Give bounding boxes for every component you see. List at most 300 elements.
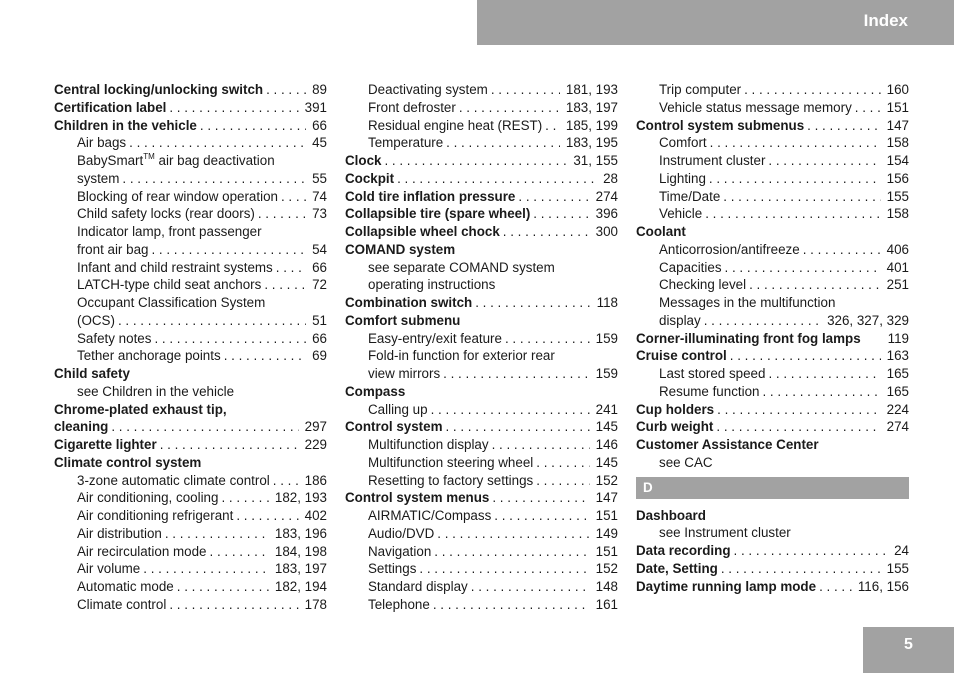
leader-dots (151, 330, 306, 348)
page-reference: 274 (886, 419, 909, 435)
index-entry (54, 507, 327, 525)
index-entry (54, 241, 327, 259)
index-entry (54, 276, 327, 294)
index-entry (636, 81, 909, 99)
index-entry (54, 99, 327, 117)
index-term: Calling up (368, 401, 428, 417)
header-bar (477, 0, 954, 45)
index-column-2 (345, 81, 618, 614)
index-entry (345, 134, 618, 152)
index-entry (54, 525, 327, 543)
page-reference: 224 (886, 401, 909, 417)
leader-dots (816, 578, 852, 596)
leader-dots (119, 170, 306, 188)
page-reference: 300 (595, 224, 618, 239)
index-term: Vehicle (659, 206, 703, 222)
page-reference: 183, 195 (565, 135, 618, 151)
leader-dots (489, 489, 589, 507)
leader-dots (261, 276, 306, 294)
trademark-superscript: TM (143, 152, 155, 161)
index-entry (345, 81, 618, 99)
index-term: cleaning (54, 419, 109, 435)
leader-dots (720, 188, 880, 206)
page-reference: 161 (595, 596, 618, 612)
page-reference: 274 (595, 188, 618, 204)
index-term: Resume function (659, 383, 760, 399)
index-entry (54, 170, 327, 188)
page-reference: 159 (595, 330, 618, 346)
index-entry (636, 507, 909, 525)
leader-dots (440, 365, 589, 383)
leader-dots (468, 578, 590, 596)
index-entry (54, 454, 327, 472)
index-entry (54, 259, 327, 277)
leader-dots (157, 436, 299, 454)
page-reference: 183, 197 (274, 561, 327, 577)
page-number-box (863, 627, 954, 673)
page-reference: 158 (886, 206, 909, 222)
index-term: Last stored speed (659, 366, 766, 381)
index-entry (636, 365, 909, 383)
index-entry (636, 205, 909, 223)
index-term: Cockpit (345, 170, 395, 186)
index-term: Telephone (368, 596, 430, 612)
index-term: Front defroster (368, 99, 456, 115)
index-term: Vehicle status message memory (659, 99, 852, 115)
index-term: front air bag (77, 241, 149, 257)
index-term: see Children in the vehicle (77, 383, 235, 399)
index-term: (OCS) (77, 312, 115, 328)
index-entry (345, 259, 618, 277)
index-term: view mirrors (368, 366, 441, 381)
index-term: Residual engine heat (REST) (368, 117, 543, 133)
leader-dots (488, 81, 560, 99)
page-reference: 66 (312, 330, 327, 346)
leader-dots (148, 241, 306, 259)
leader-dots (140, 560, 269, 578)
index-entry (345, 596, 618, 614)
index-entry (54, 205, 327, 223)
leader-dots (491, 507, 589, 525)
index-entry (54, 330, 327, 348)
index-term: Customer Assistance Center (636, 437, 819, 452)
page-reference: 149 (595, 525, 618, 541)
leader-dots (434, 525, 589, 543)
leader-dots (718, 560, 881, 578)
page-reference: 160 (886, 82, 909, 97)
leader-dots (731, 542, 889, 560)
index-entry (54, 578, 327, 596)
index-entry (636, 276, 909, 294)
index-term: Control system (345, 419, 443, 435)
index-term: Air conditioning, cooling (77, 490, 219, 506)
page-reference: 145 (595, 454, 618, 470)
leader-dots (707, 134, 881, 152)
index-entry (636, 347, 909, 365)
leader-dots (278, 188, 306, 206)
leader-dots (431, 543, 589, 561)
page-reference: 297 (304, 419, 327, 435)
index-term: Cup holders (636, 401, 715, 417)
leader-dots (270, 472, 299, 490)
index-term: Tether anchorage points (77, 348, 221, 364)
page-reference: 184, 198 (274, 543, 327, 559)
page-reference: 182, 193 (274, 490, 327, 506)
index-entry (54, 472, 327, 490)
page-reference: 66 (312, 117, 327, 133)
index-term-text: BabySmart (77, 153, 144, 168)
page-reference: 155 (886, 188, 909, 204)
leader-dots (765, 365, 880, 383)
leader-dots (852, 99, 881, 117)
index-entry (54, 188, 327, 206)
page-reference: 151 (595, 508, 618, 523)
index-entry (636, 152, 909, 170)
leader-dots (714, 401, 881, 419)
page-reference: 406 (886, 241, 909, 257)
page-reference: 118 (596, 295, 618, 310)
index-entry (636, 524, 909, 542)
page-reference: 185, 199 (565, 117, 618, 133)
index-term: Audio/DVD (368, 525, 435, 541)
page-reference: 54 (312, 241, 327, 257)
index-entry (345, 525, 618, 543)
leader-dots (273, 259, 306, 277)
index-entry (345, 454, 618, 472)
leader-dots (218, 489, 268, 507)
leader-dots (108, 418, 298, 436)
leader-dots (126, 134, 306, 152)
leader-dots (443, 134, 560, 152)
index-entry (345, 543, 618, 561)
index-entry (54, 418, 327, 436)
index-entry (636, 401, 909, 419)
page-reference: 181, 193 (565, 82, 618, 97)
index-entry (636, 223, 909, 241)
index-term: Data recording (636, 543, 731, 558)
index-entry (54, 223, 327, 241)
section-d-entries (636, 507, 909, 596)
page-reference: 45 (312, 135, 327, 151)
section-d-header: D (636, 477, 909, 499)
page-reference: 163 (886, 348, 909, 364)
index-entry (345, 205, 618, 223)
leader-dots (416, 560, 589, 578)
page-reference: 55 (312, 170, 327, 186)
index-term: Time/Date (659, 188, 721, 204)
index-term: Capacities (659, 259, 722, 275)
page-reference: 24 (894, 543, 909, 558)
page-reference: 182, 194 (274, 579, 327, 594)
page-reference: 229 (304, 437, 327, 452)
page-reference: 156 (886, 170, 909, 186)
index-entry (345, 117, 618, 135)
leader-dots (800, 241, 881, 259)
index-entry (636, 134, 909, 152)
page-reference: 151 (595, 543, 618, 559)
leader-dots (530, 205, 589, 223)
index-entry (54, 383, 327, 401)
index-entry (345, 489, 618, 507)
page-reference: 89 (312, 82, 327, 97)
leader-dots (765, 152, 880, 170)
index-entry (54, 312, 327, 330)
index-entry (54, 436, 327, 454)
index-term: Climate control system (54, 454, 202, 470)
index-term: Cold tire inflation pressure (345, 188, 516, 204)
index-entry (345, 170, 618, 188)
leader-dots (162, 525, 269, 543)
page-reference: 69 (312, 348, 327, 364)
index-term (77, 152, 275, 170)
index-term: Fold-in function for exterior rear (368, 348, 555, 364)
index-entry (54, 134, 327, 152)
page-reference: 147 (886, 117, 909, 133)
leader-dots (500, 223, 590, 241)
index-entry (636, 418, 909, 436)
leader-dots (713, 418, 880, 436)
index-entry (345, 312, 618, 330)
index-entry (636, 241, 909, 259)
page-reference: 152 (595, 472, 618, 488)
index-term: see separate COMAND system (368, 259, 555, 275)
index-entry (636, 542, 909, 560)
leader-dots (542, 117, 560, 135)
page-reference: 119 (887, 330, 909, 346)
index-entry (54, 365, 327, 383)
index-entry (54, 489, 327, 507)
page-reference: 396 (595, 206, 618, 222)
index-entry (54, 81, 327, 99)
leader-dots (515, 188, 589, 206)
index-term-suffix: air bag deactivation (154, 153, 275, 168)
index-entry (345, 418, 618, 436)
leader-dots (489, 436, 590, 454)
index-entry (345, 223, 618, 241)
index-entry (54, 401, 327, 419)
index-term: see CAC (659, 454, 713, 470)
leader-dots (804, 117, 880, 135)
index-entry (636, 259, 909, 277)
index-term: Daytime running lamp mode (636, 578, 817, 594)
page-reference: 158 (886, 135, 909, 151)
page-reference: 178 (304, 596, 327, 612)
leader-dots (255, 205, 306, 223)
index-entry (636, 383, 909, 401)
page-reference: 73 (312, 206, 327, 222)
leader-dots (701, 312, 821, 330)
index-entry (345, 472, 618, 490)
index-entry (54, 294, 327, 312)
index-term: Air recirculation mode (77, 543, 207, 559)
index-entry (345, 436, 618, 454)
index-term: Comfort submenu (345, 312, 461, 328)
page-reference: 66 (312, 259, 327, 275)
index-term: Children in the vehicle (54, 117, 197, 133)
page-reference: 148 (595, 579, 618, 594)
leader-dots (502, 330, 590, 348)
page-reference: 72 (312, 277, 327, 293)
index-term: Compass (345, 383, 406, 399)
index-term: Air volume (77, 561, 141, 577)
leader-dots (702, 205, 880, 223)
index-entry (636, 578, 909, 596)
index-entry (345, 401, 618, 419)
index-entry (636, 188, 909, 206)
index-term: Settings (368, 561, 417, 577)
leader-dots (115, 312, 306, 330)
leader-dots (759, 383, 880, 401)
index-entry (345, 330, 618, 348)
index-term: Curb weight (636, 419, 714, 435)
index-term: Trip computer (659, 82, 742, 97)
index-term: Lighting (659, 170, 706, 186)
index-term: Central locking/unlocking switch (54, 82, 264, 97)
page-reference: 151 (886, 99, 909, 115)
index-term: Certification label (54, 99, 167, 115)
page-reference: 155 (886, 560, 909, 576)
index-term: Infant and child restraint systems (77, 259, 273, 275)
leader-dots (722, 259, 881, 277)
index-term: Air bags (77, 135, 127, 151)
index-term: Automatic mode (77, 579, 174, 594)
index-entry (54, 152, 327, 170)
index-entry (345, 365, 618, 383)
leader-dots (727, 347, 881, 365)
page-reference: 74 (312, 188, 327, 204)
index-term: Air conditioning refrigerant (77, 508, 234, 523)
page-reference: 145 (595, 419, 618, 435)
leader-dots (263, 81, 306, 99)
index-term: Comfort (659, 135, 707, 151)
index-term: Clock (345, 153, 382, 168)
index-term: display (659, 312, 701, 328)
index-term: Collapsible wheel chock (345, 224, 500, 239)
index-entry (345, 383, 618, 401)
index-term: Standard display (368, 579, 468, 594)
leader-dots (166, 99, 298, 117)
page-reference: 147 (595, 490, 618, 506)
page-reference: 165 (886, 383, 909, 399)
index-term: Cigarette lighter (54, 437, 157, 452)
page-reference: 165 (886, 366, 909, 381)
page-reference: 391 (304, 99, 327, 115)
leader-dots (174, 578, 269, 596)
index-entry (636, 117, 909, 135)
leader-dots (207, 543, 269, 561)
index-entry (54, 543, 327, 561)
leader-dots (166, 596, 298, 614)
index-entry (636, 454, 909, 472)
leader-dots (472, 294, 590, 312)
index-term: Child safety locks (rear doors) (77, 206, 255, 222)
index-entry (345, 188, 618, 206)
leader-dots (428, 401, 590, 419)
page-reference: 51 (312, 312, 327, 328)
index-term: operating instructions (368, 277, 496, 293)
index-entry (636, 560, 909, 578)
index-term: system (77, 170, 120, 186)
index-term: Messages in the multifunction (659, 295, 836, 310)
index-entry (54, 117, 327, 135)
page-reference: 116, 156 (857, 578, 909, 594)
index-term: Multifunction steering wheel (368, 454, 534, 470)
index-entry (345, 560, 618, 578)
index-entry (636, 170, 909, 188)
leader-dots (706, 170, 881, 188)
index-entry (345, 276, 618, 294)
page-reference: 251 (886, 277, 909, 293)
index-term: LATCH-type child seat anchors (77, 277, 262, 293)
page-reference: 401 (886, 259, 909, 275)
page-reference: 183, 197 (565, 99, 618, 115)
leader-dots (746, 276, 881, 294)
index-entry (345, 99, 618, 117)
page-reference: 159 (595, 366, 618, 381)
index-term: Control system submenus (636, 117, 805, 133)
page-title: Index (863, 11, 908, 30)
index-entry (636, 330, 909, 348)
page-reference: 402 (304, 508, 327, 523)
index-term: Chrome-plated exhaust tip, (54, 401, 227, 417)
index-term: Control system menus (345, 490, 490, 506)
page-reference: 183, 196 (274, 525, 327, 541)
index-term: Anticorrosion/antifreeze (659, 241, 800, 257)
index-term: Date, Setting (636, 560, 718, 576)
leader-dots (430, 596, 590, 614)
index-term: Multifunction display (368, 437, 489, 452)
leader-dots (456, 99, 560, 117)
index-term: Collapsible tire (spare wheel) (345, 206, 531, 222)
page-number: 5 (904, 636, 913, 653)
leader-dots (381, 152, 567, 170)
index-term: Indicator lamp, front passenger (77, 224, 262, 239)
index-term: Resetting to factory settings (368, 472, 534, 488)
index-term: Combination switch (345, 295, 473, 310)
page-reference: 31, 155 (573, 153, 618, 168)
index-column-3 (636, 81, 909, 595)
index-term: Corner-illuminating front fog lamps (636, 330, 861, 346)
index-term: Air distribution (77, 525, 162, 541)
index-term: Safety notes (77, 330, 152, 346)
index-term: Deactivating system (368, 82, 488, 97)
index-term: COMAND system (345, 241, 456, 257)
index-term: Temperature (368, 135, 444, 151)
index-term: 3-zone automatic climate control (77, 472, 270, 488)
index-entry (345, 294, 618, 312)
index-entry (636, 312, 909, 330)
leader-dots (233, 507, 298, 525)
leader-dots (197, 117, 306, 135)
leader-dots (533, 472, 589, 490)
index-entry (54, 560, 327, 578)
leader-dots (442, 418, 589, 436)
index-entry (345, 152, 618, 170)
index-term: Instrument cluster (659, 153, 766, 168)
index-term: Dashboard (636, 507, 706, 523)
index-entry (345, 578, 618, 596)
index-entry (636, 294, 909, 312)
leader-dots (394, 170, 597, 188)
index-entry (54, 347, 327, 365)
index-entry (345, 507, 618, 525)
index-term: Navigation (368, 543, 432, 559)
page-reference: 28 (603, 170, 618, 186)
page-reference: 241 (595, 401, 618, 417)
page-reference: 186 (304, 472, 327, 488)
index-term: Blocking of rear window operation (77, 188, 278, 204)
leader-dots (221, 347, 306, 365)
